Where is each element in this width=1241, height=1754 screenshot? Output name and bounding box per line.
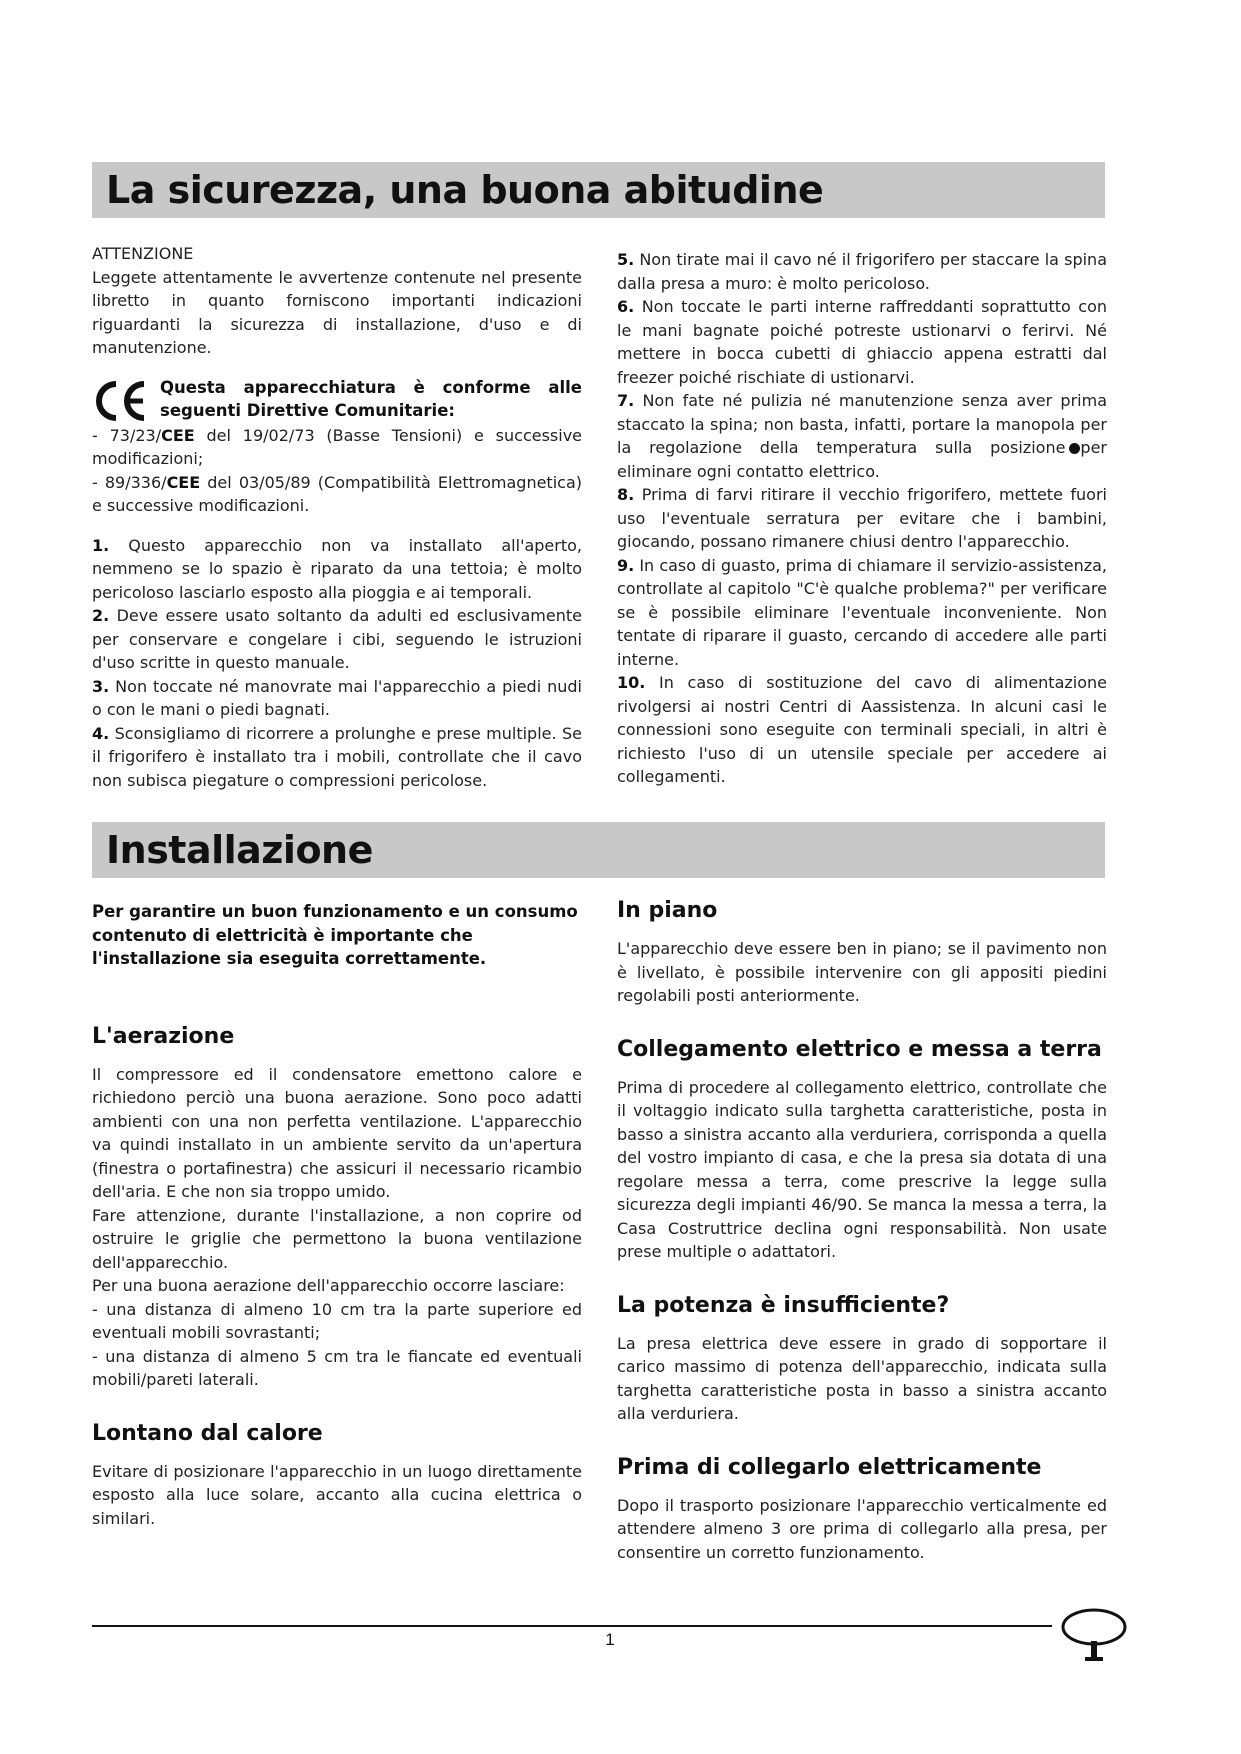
ce-heading: Questa apparecchiatura è conforme alle seguenti Direttive Comunitarie: (160, 377, 582, 420)
aerazione-p3: Per una buona aerazione dell'apparecchio occorre lasciare: (92, 1276, 565, 1295)
piano-text: L'apparecchio deve essere ben in piano; se il pavimento non è livellato, è possibile intervenire con gli appositi piedini regolabili posti anteriormente. (617, 939, 1107, 1005)
calore-text: Evitare di posizionare l'apparecchio in un luogo direttamente esposto alla luce solare, accanto alla cucina elettrica o similari. (92, 1461, 582, 1528)
safety-item-5: 5. Non tirate mai il cavo né il frigorifero per staccare la spina dalla presa a muro: è molto pericoloso. (617, 250, 1107, 293)
safety-item-2: 2. Deve essere usato soltanto da adulti ed esclusivamente per conservare e congelare i cibi, seguendo le istruzioni d'uso scritte in questo manuale. (92, 606, 582, 672)
aerazione-p4: - una distanza di almeno 10 cm tra la parte superiore ed eventuali mobili sovrastanti; (92, 1299, 582, 1342)
aerazione-p5: - una distanza di almeno 5 cm tra le fiancate ed eventuali mobili/pareti laterali. (92, 1346, 582, 1389)
install-left-column (92, 900, 582, 1530)
dot-icon (1069, 443, 1080, 454)
terra-title: Collegamento elettrico e messa a terra (617, 1036, 1102, 1062)
attention-text: Leggete attentamente le avvertenze contenute nel presente libretto in quanto forniscono importanti indicazioni riguardanti la sicurezza di installazione, d'uso e di manutenzione. (92, 267, 582, 357)
aerazione-p1: Il compressore ed il condensatore emettono calore e richiedono perciò una buona aerazione. Sono poco adatti ambienti con una non perfetta ventilazione. L'apparecchio va quindi installato in un ambiente servito da un'apertura (finestra o portafinestra) che assicuri il necessario ricambio dell'aria. E che non sia troppo umido. (92, 1064, 582, 1201)
page-number: 1 (605, 1630, 615, 1649)
safety-item-4: 4. Sconsigliamo di ricorrere a prolunghe e prese multiple. Se il frigorifero è installato tra i mobili, controllate che il cavo non subisca piegature o compressioni pericolose. (92, 723, 582, 790)
aerazione-title: L'aerazione (92, 1023, 235, 1049)
safety-item-3: 3. Non toccate né manovrate mai l'apparecchio a piedi nudi o con le mani o piedi bagnati. (92, 676, 582, 719)
ce-mark-icon (92, 378, 154, 424)
safety-item-1: 1. Questo apparecchio non va installato all'aperto, nemmeno se lo spazio è riparato da una tettoia; è molto pericoloso lasciarlo esposto alla pioggia e ai temporali. (92, 535, 582, 602)
safety-right-column (617, 248, 1107, 789)
install-right-column (617, 897, 1107, 1564)
install-title: Installazione (106, 828, 373, 872)
potenza-title: La potenza è insufficiente? (617, 1292, 950, 1318)
safety-item-6: 6. Non toccate le parti interne raffreddanti soprattutto con le mani bagnate poiché potreste ustionarvi o ferirvi. Né mettere in bocca cubetti di ghiaccio appena estratti dal freezer poiché rischiate di ustionarvi. (617, 297, 1107, 387)
language-i-icon (1058, 1603, 1130, 1663)
directive-1: - 73/23/CEE del 19/02/73 (Basse Tensioni) e successive modificazioni; (92, 425, 583, 468)
safety-item-10: 10. In caso di sostituzione del cavo di alimentazione rivolgersi ai nostri Centri di Aassistenza. In alcuni casi le connessioni sono eseguite con terminali speciali, in altri è richiesto l'uso di un utensile speciale per accedere ai collegamenti. (617, 673, 1107, 786)
attention-label: ATTENZIONE (92, 244, 194, 263)
potenza-text: La presa elettrica deve essere in grado di sopportare il carico massimo di potenza dell'apparecchio, indicata sulla targhetta caratteristiche posta in basso a sinistra accanto alla verduriera. (617, 1333, 1107, 1423)
install-lead: Per garantire un buon funzionamento e un consumo contenuto di elettricità è importante che l'installazione sia eseguita correttamente. (92, 902, 578, 968)
piano-title: In piano (617, 898, 718, 923)
terra-text: Prima di procedere al collegamento elettrico, controllate che il voltaggio indicato sulla targhetta caratteristiche, posta in basso a sinistra accanto alla verduriera, corrisponda a quella del vostro impianto di casa, e che la presa sia dotata di una regolare messa a terra, come prescrive la legge sulla sicurezza degli impianti 46/90. Se manca la messa a terra, la Casa Costruttrice declina ogni responsabilità. Non usate prese multiple o adattatori. (617, 1077, 1107, 1261)
install-section-header (92, 822, 1105, 878)
ce-block (92, 376, 582, 424)
calore-title: Lontano dal calore (92, 1420, 323, 1446)
footer-rule (92, 1625, 1052, 1627)
safety-left-column (92, 242, 582, 792)
safety-item-7: 7. Non fate né pulizia né manutenzione senza aver prima staccato la spina; non basta, infatti, portare la manopola per la regolazione della temperatura sulla posizione per eliminare ogni contatto elettrico. (617, 391, 1107, 481)
safety-item-9: 9. In caso di guasto, prima di chiamare il servizio-assistenza, controllate al capitolo "C'è qualche problema?" per verificare se è possibile eliminare l'eventuale inconveniente. Non tentate di riparare il guasto, cercando di accedere alle parti interne. (617, 555, 1107, 669)
aerazione-p2: Fare attenzione, durante l'installazione, a non coprire od ostruire le griglie che permettono la buona ventilazione dell'apparecchio. (92, 1205, 582, 1272)
prima-text: Dopo il trasporto posizionare l'apparecchio verticalmente ed attendere almeno 3 ore prima di collegarlo alla presa, per consentire un corretto funzionamento. (617, 1495, 1107, 1562)
safety-section-header (92, 162, 1105, 218)
safety-item-8: 8. Prima di farvi ritirare il vecchio frigorifero, mettete fuori uso l'eventuale serratura per evitare che i bambini, giocando, possano rimanere chiusi dentro l'apparecchio. (617, 485, 1107, 551)
safety-title: La sicurezza, una buona abitudine (106, 168, 824, 212)
directive-2: - 89/336/CEE del 03/05/89 (Compatibilità Elettromagnetica) e successive modificazioni. (92, 472, 582, 515)
prima-title: Prima di collegarlo elettricamente (617, 1454, 1042, 1480)
